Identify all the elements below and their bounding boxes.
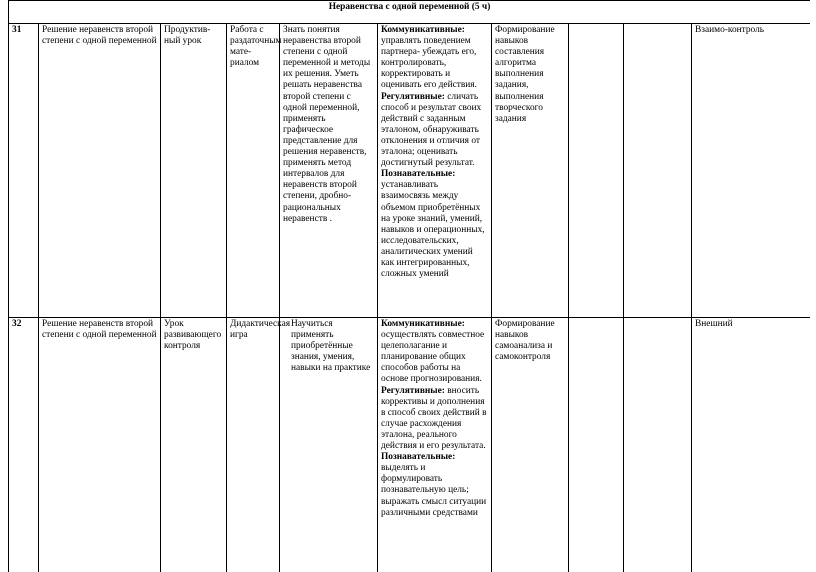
uud-text-regulative: вносить коррективы и дополнения в способ своих действий в случае расхождения эталона, реального действия и его результата. (381, 385, 487, 452)
lesson-form: Дидактическая игра (227, 318, 280, 572)
table-row (9, 24, 811, 318)
uud-label-cognitive: Познавательные: (381, 452, 456, 463)
lesson-number: 31 (9, 24, 39, 318)
control-form: Взаимо-контроль (692, 24, 811, 318)
uud-label-cognitive: Познавательные: (381, 169, 456, 180)
control-form: Внешний (692, 318, 811, 572)
personal-results: Формирование навыков составления алгоритма выполнения задания, выполнения творческого задания (492, 24, 569, 318)
uud-label-communicative: Коммуникативные: (381, 25, 465, 35)
personal-results: Формирование навыков самоанализа и самоконтроля (492, 318, 569, 572)
lesson-plan-table (8, 0, 810, 572)
subject-results-text: Научиться применять приобретённые знания, умения, навыки на практике (291, 319, 371, 374)
uud-text-cognitive: устанавливать взаимосвязь между объемом приобретённых на уроке знаний, умений, навыков и операционных, исследовательских, аналитических умений как интегрированных, сложных умений (381, 180, 485, 280)
uud-text-communicative: управлять поведением партнера- убеждать его, контролировать, корректировать и оценивать его действия. (381, 36, 477, 91)
empty-cell (624, 318, 692, 572)
uud-text-cognitive: выделять и формулировать познавательную цель; выражать смысл ситуации различными средствами (381, 463, 487, 518)
subject-results (280, 318, 378, 572)
empty-cell (624, 24, 692, 318)
empty-cell (569, 24, 624, 318)
lesson-topic: Решение неравенств второй степени с одной переменной (39, 318, 161, 572)
empty-cell (569, 318, 624, 572)
uud-cell (378, 24, 492, 318)
uud-text-communicative: осуществлять совместное целеполагание и планирование общих способов работы на основе прогнозирования. (381, 330, 485, 385)
lesson-number: 32 (9, 318, 39, 572)
uud-text-regulative: сличать способ и результат своих действий с заданным эталоном, обнаруживать отклонения и отличия от эталона; оценивать достигнутый результат. (381, 91, 482, 169)
uud-cell (378, 318, 492, 572)
lesson-plan-page (8, 0, 810, 572)
uud-label-regulative: Регулятивные: (381, 385, 445, 396)
uud-label-regulative: Регулятивные: (381, 91, 445, 102)
uud-label-communicative: Коммуникативные: (381, 319, 465, 329)
subject-results: Знать понятия неравенства второй степени с одной переменной и методы их решения. Уметь решать неравенства второй степени с одной переменной, применять графическое представление для решения неравенств, применять метод интервалов для неравенств второй степени, дробно-рациональных неравенств . (280, 24, 378, 318)
section-title: Неравенства с одной переменной (5 ч) (9, 1, 811, 24)
lesson-type: Продуктив-ный урок (161, 24, 227, 318)
section-header-row (9, 1, 811, 24)
lesson-type: Урок развивающего контроля (161, 318, 227, 572)
lesson-topic: Решение неравенств второй степени с одной переменной (39, 24, 161, 318)
lesson-form: Работа с раздаточным мате-риалом (227, 24, 280, 318)
table-row (9, 318, 811, 572)
